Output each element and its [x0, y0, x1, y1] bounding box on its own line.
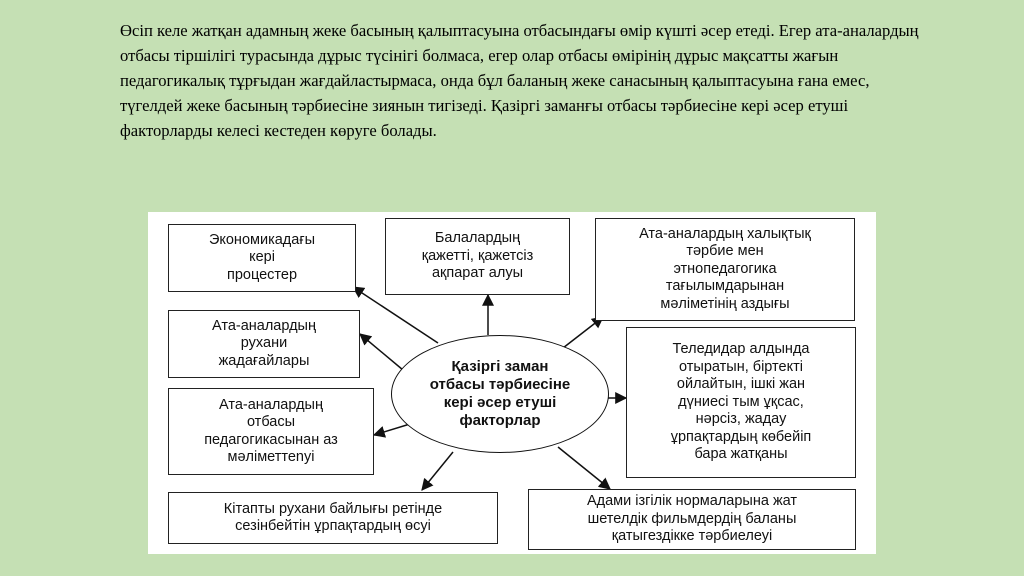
- box-tv: Теледидар алдында отыратын, біртекті ойлайтын, ішкі жан дүниесі тым ұқсас, нәрсіз, жадау ұрпақтардың көбейіп бара жатқаны: [626, 327, 856, 478]
- box-parents-pedagogy: Ата-аналардың отбасы педагогикасынан аз мәліметтеnуі: [168, 388, 374, 475]
- box-spiritual: Ата-аналардың рухани жадағайлары: [168, 310, 360, 378]
- box-parents-folk: Ата-аналардың халықтық тәрбие мен этнопедагогика тағылымдарынан мәліметінің аздығы: [595, 218, 855, 321]
- arrow-to-books: [422, 452, 453, 490]
- arrow-to-spiritual: [360, 334, 403, 370]
- box-children-info: Балалардың қажетті, қажетсіз ақпарат алуы: [385, 218, 570, 295]
- arrow-to-foreign-films: [558, 447, 610, 489]
- box-foreign-films: Адами ізгілік нормаларына жат шетелдік фильмдердің баланы қатыгездікке тәрбиелеуі: [528, 489, 856, 550]
- intro-paragraph: Өсіп келе жатқан адамның жеке басының қалыптасуына отбасындағы өмір күшті әсер етеді. Егер ата-аналардың отбасы тіршілігі турасында дұрыс түсінігі болмаса, егер олар отбасы өмірінің дұрыс мақсатты жағын педагогикалық тұрғыдан жағдайластырмаса, онда бұл баланың жеке санасының қалыптасуына ғана емес, түгелдей жеке басының тәрбиесіне зиянын тигізеді. Қазіргі заманғы отбасы тәрбиесіне кері әсер етуші факторларды келесі кестеден көруге болады.: [120, 21, 919, 140]
- factors-diagram: [148, 212, 876, 554]
- arrow-to-economic: [353, 287, 438, 343]
- center-ellipse: Қазіргі заман отбасы тәрбиесіне кері әсер етуші факторлар: [391, 335, 609, 453]
- box-books: Кітапты рухани байлығы ретінде сезінбейтін ұрпақтардың өсуі: [168, 492, 498, 544]
- box-economic: Экономикадағы кері процестер: [168, 224, 356, 292]
- arrow-to-parents-pedagogy: [374, 424, 410, 435]
- arrow-to-parents-folk: [563, 317, 603, 348]
